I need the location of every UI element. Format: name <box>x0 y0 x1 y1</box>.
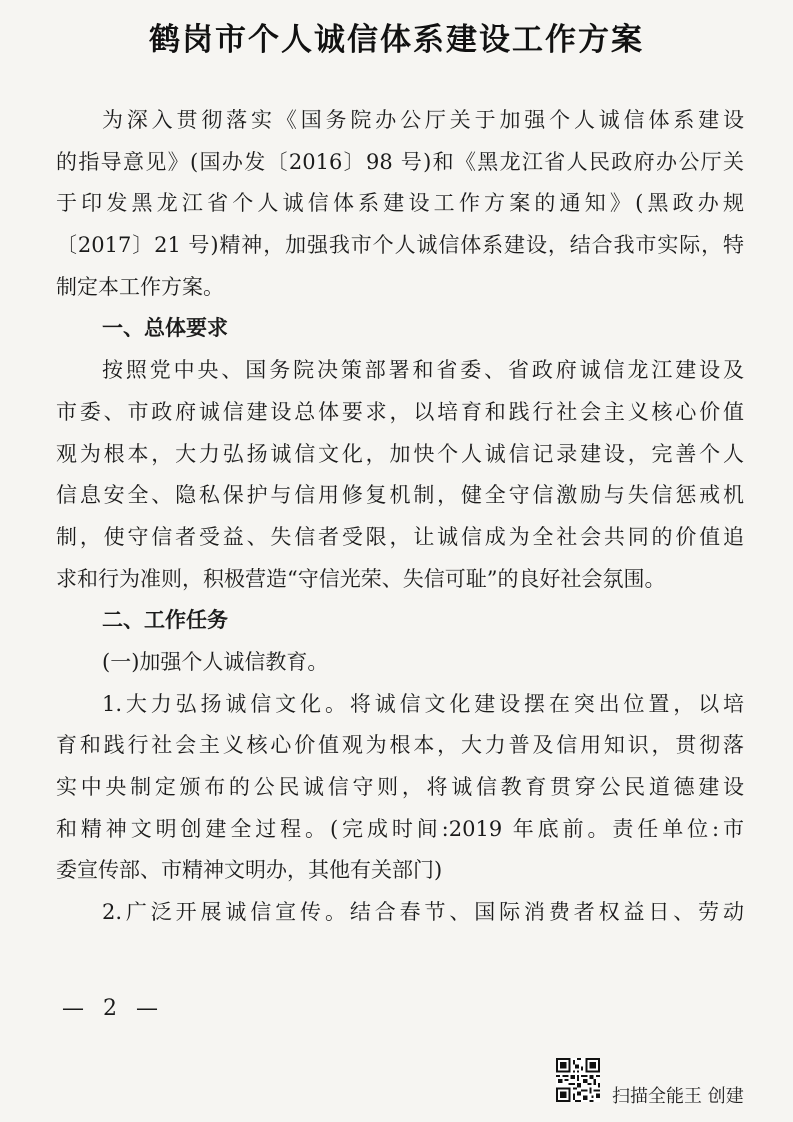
paragraph-line: 委宣传部、市精神文明办，其他有关部门) <box>56 858 443 883</box>
paragraph-line: 于印发黑龙江省个人诚信体系建设工作方案的通知》(黑政办规 <box>56 191 744 216</box>
paragraph-line: 的指导意见》(国办发〔2016〕98 号)和《黑龙江省人民政府办公厅关 <box>56 149 744 174</box>
paragraph-line: 和精神文明创建全过程。(完成时间:2019 年底前。责任单位:市 <box>56 816 744 841</box>
paragraph-line: 求和行为准则，积极营造“守信光荣、失信可耻”的良好社会氛围。 <box>56 566 666 591</box>
scanner-watermark: 扫描全能王 创建 <box>612 1086 744 1107</box>
paragraph-line: 1.大力弘扬诚信文化。将诚信文化建设摆在突出位置，以培 <box>102 691 744 716</box>
paragraph-line: 市委、市政府诚信建设总体要求，以培育和践行社会主义核心价值 <box>56 399 744 424</box>
page-number: — 2 — <box>62 996 164 1021</box>
paragraph-line: 为深入贯彻落实《国务院办公厅关于加强个人诚信体系建设 <box>102 108 744 132</box>
paragraph-line: 实中央制定颁布的公民诚信守则，将诚信教育贯穿公民道德建设 <box>56 775 744 799</box>
paragraph-line: 〔2017〕21 号)精神，加强我市个人诚信体系建设，结合我市实际，特 <box>56 233 744 258</box>
paragraph-line: 制，使守信者受益、失信者受限，让诚信成为全社会共同的价值追 <box>56 524 744 549</box>
document-body <box>56 100 744 934</box>
paragraph-line: 按照党中央、国务院决策部署和省委、省政府诚信龙江建设及 <box>102 358 744 383</box>
subsection-heading: (一)加强个人诚信教育。 <box>102 649 329 674</box>
paragraph-line: 制定本工作方案。 <box>56 274 224 299</box>
document-title: 鹤岗市个人诚信体系建设工作方案 <box>149 22 644 58</box>
section-heading: 一、总体要求 <box>102 316 228 341</box>
section-heading: 二、工作任务 <box>102 608 228 633</box>
qr-code-icon <box>556 1058 600 1102</box>
paragraph-line: 信息安全、隐私保护与信用修复机制，健全守信激励与失信惩戒机 <box>56 483 744 508</box>
paragraph-line: 育和践行社会主义核心价值观为根本，大力普及信用知识，贯彻落 <box>56 733 744 758</box>
paragraph-line: 观为根本，大力弘扬诚信文化，加快个人诚信记录建设，完善个人 <box>56 441 744 466</box>
paragraph-line: 2.广泛开展诚信宣传。结合春节、国际消费者权益日、劳动 <box>102 900 744 925</box>
